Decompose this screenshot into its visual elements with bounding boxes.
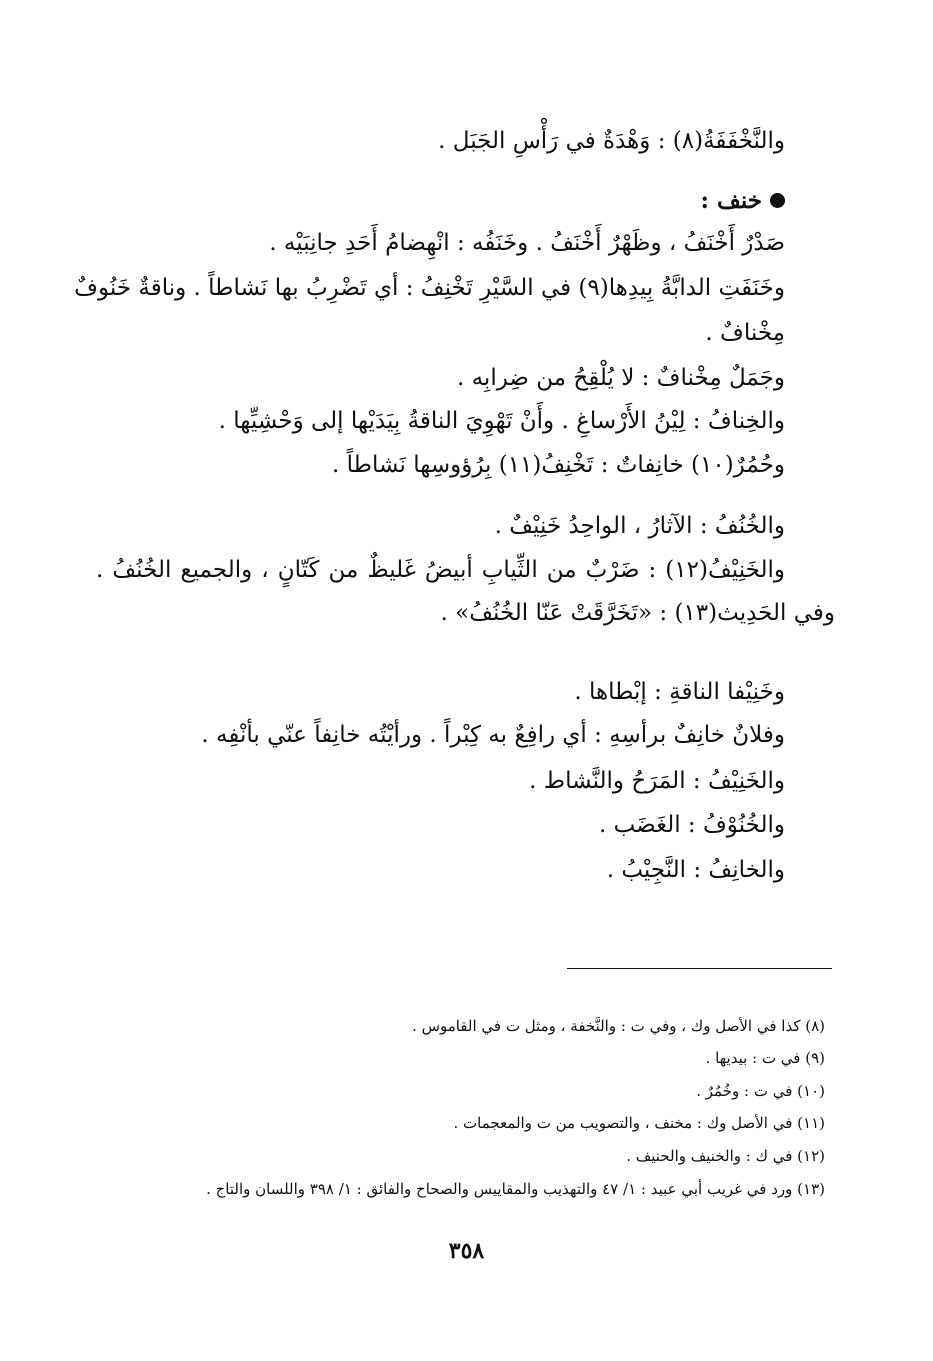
body-line: وفي الحَدِيث(١٣) : «تَخَرَّقَتْ عَنّا الخُنُفُ» . <box>440 600 835 626</box>
footnote: (١٣) ورد في غريب أبي عبيد : ١/ ٤٧ والتهذيب والمقاييس والصحاح والفائق : ١/ ٣٩٨ واللسان والتاج . <box>206 1180 825 1198</box>
body-line: وخَنَفَتِ الدابَّةُ بِيدِها(٩) في السَّيْرِ تَخْنِفُ : أي تَضْرِبُ بها نَشاطاً . وناقةٌ خَنُوفٌ <box>74 275 785 301</box>
body-line: وخَنِيْفا الناقةِ : إبْطاها . <box>574 679 785 705</box>
body-line: والخَنِيْفُ : المَرَحُ والنَّشاط . <box>529 768 785 794</box>
body-line: وفلانٌ خانِفٌ برأسِهِ : أي رافِعٌ به كِبْراً . ورأيْتُه خانِفاً عنّي بأنْفِه . <box>201 722 785 748</box>
entry-heading <box>701 186 785 216</box>
footnote: (١٠) في ت : وخُمُرٌ . <box>696 1082 825 1100</box>
body-line: والخَنِيْفُ(١٢) : ضَرْبٌ من الثِّيابِ أبيضُ غَليظٌ من كَتّانٍ ، والجميع الخُنُفُ . <box>96 557 785 583</box>
body-line: والخِنافُ : لِيْنُ الأَرْساغِ . وأَنْ تَهْوِيَ الناقةُ بِيَدَيْها إلى وَحْشِيِّها . <box>218 408 785 434</box>
body-line: وحُمُرٌ(١٠) خانِفاتٌ : تَخْنِفُ(١١) بِرُؤوسِها نَشاطاً . <box>332 452 785 478</box>
page-number: ٣٥٨ <box>448 1238 485 1264</box>
footnote: (٨) كذا في الأصل وك ، وفي ت : والنَّخفة ، ومثل ت في القاموس . <box>412 1017 825 1035</box>
body-line: صَدْرٌ أَخْنَفُ ، وظَهْرٌ أَخْنَفُ . وخَنَفُه : انْهِضامُ أَحَدِ جانِبَيْه . <box>269 230 785 256</box>
body-line: مِخْنافٌ . <box>705 320 785 346</box>
body-line: والخُنُوْفُ : الغَضَب . <box>598 812 785 838</box>
entry-heading-text: خنف : <box>700 187 762 214</box>
body-line: وجَمَلٌ مِخْنافٌ : لا يُلْقِحُ من ضِرابِه . <box>456 365 785 391</box>
footnote: (١١) في الأصل وك : مخنف ، والتصويب من ت والمعجمات . <box>453 1114 825 1132</box>
footnote: (٩) في ت : بيديها . <box>705 1049 825 1067</box>
footnote: (١٢) في ك : والخنيف والحنيف . <box>626 1147 825 1165</box>
entry-nakhfafa-line: والنَّخْفَفَةُ(٨) : وَهْدَةٌ في رَأْسِ الجَبَل . <box>438 128 785 154</box>
bullet-icon <box>770 193 785 208</box>
body-line: والخُنُفُ : الآثارُ ، الواحِدُ خَنِيْفٌ . <box>494 513 785 539</box>
footnote-divider <box>567 968 832 969</box>
body-line: والخانِفُ : النَّجِيْبُ . <box>606 857 785 883</box>
